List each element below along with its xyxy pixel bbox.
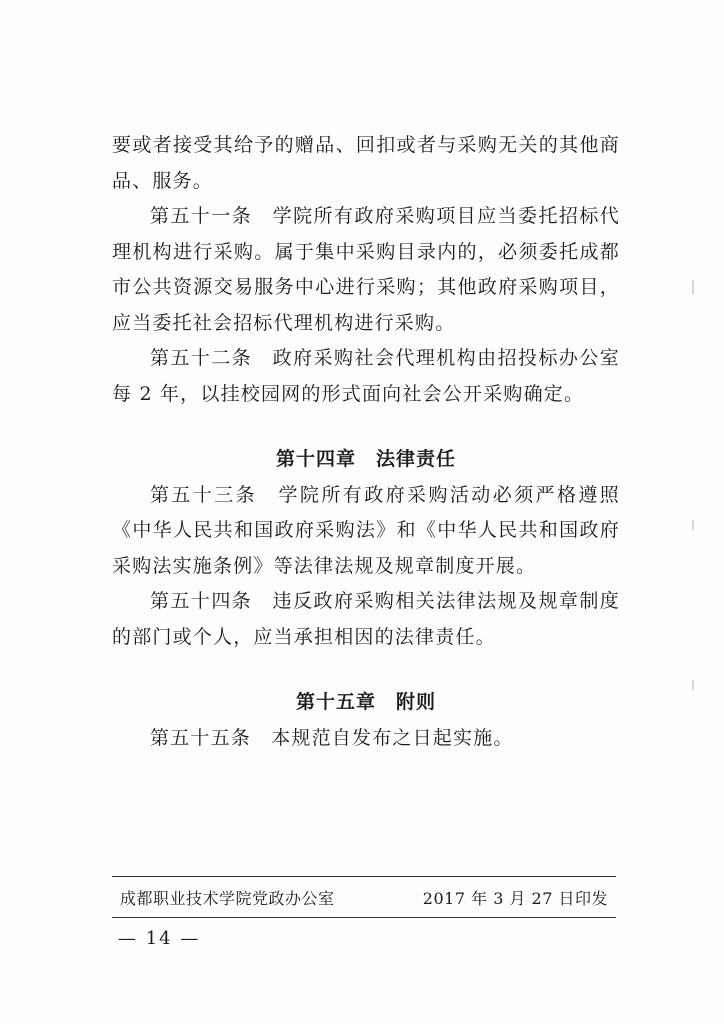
paragraph-article-52: 第五十二条 政府采购社会代理机构由招投标办公室每 2 年，以挂校园网的形式面向社会公开采购确定。 — [112, 347, 620, 405]
chapter-15-heading — [112, 685, 620, 721]
scan-artifact — [692, 280, 694, 294]
issuer-name: 成都职业技术学院党政办公室 — [120, 889, 335, 908]
paragraph-article-55: 第五十五条 本规范自发布之日起实施。 — [150, 726, 514, 749]
paragraph-article-51: 第五十一条 学院所有政府采购项目应当委托招标代理机构进行采购。属于集中采购目录内的，必须委托成都市公共资源交易服务中心进行采购；其他政府采购项目，应当委托社会招标代理机构进行采购。 — [112, 205, 620, 334]
paragraph-article-54: 第五十四条 违反政府采购相关法律法规及规章制度的部门或个人，应当承担相因的法律责任。 — [112, 590, 620, 648]
paragraph-continuation: 要或者接受其给予的赠品、回扣或者与采购无关的其他商品、服务。 — [112, 134, 620, 192]
chapter-14-number: 第十四章 — [275, 448, 356, 470]
paragraph-article-53: 第五十三条 学院所有政府采购活动必须严格遵照《中华人民共和国政府采购法》和《中华人民共和国政府采购法实施条例》等法律法规及规章制度开展。 — [112, 483, 620, 577]
chapter-15-title: 附则 — [396, 691, 437, 713]
chapter-14-heading — [112, 442, 620, 478]
document-body — [112, 128, 620, 756]
page-number: — 14 — — [118, 928, 201, 949]
scan-artifact — [692, 680, 694, 690]
chapter-14-title: 法律责任 — [376, 448, 457, 470]
chapter-15-number: 第十五章 — [295, 691, 376, 713]
issuance-footer — [112, 876, 616, 918]
issue-date: 2017 年 3 月 27 日印发 — [422, 889, 608, 908]
scan-artifact — [692, 520, 694, 530]
